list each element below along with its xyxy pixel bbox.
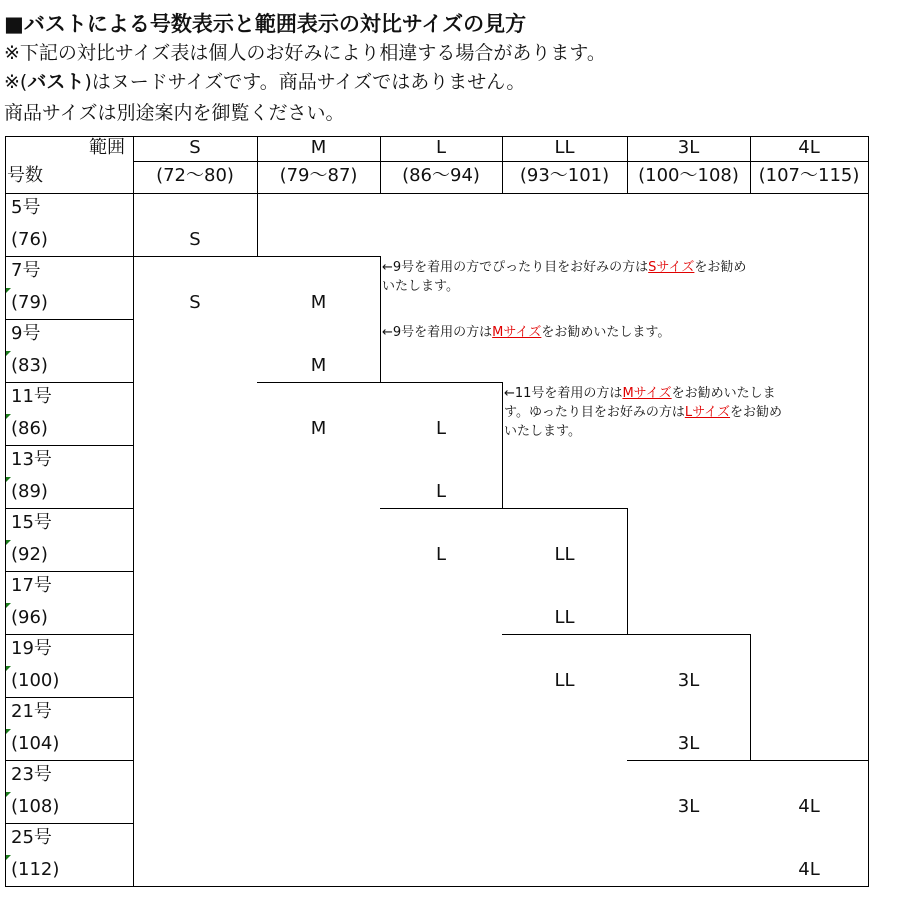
- size-number: 15号: [11, 512, 52, 533]
- bust-measurement: (89): [11, 481, 48, 502]
- size-range-box-edge: [627, 508, 628, 635]
- size-number: 23号: [11, 764, 52, 785]
- note-bold-bust: バスト: [27, 71, 85, 93]
- recommended-size-cell: M: [310, 418, 327, 439]
- cell-comment-marker-icon: [6, 792, 11, 797]
- recommended-size-cell: L: [435, 481, 447, 502]
- size-range-box-edge: [502, 508, 628, 509]
- row-separator: [5, 571, 134, 572]
- note-disclaimer: ※下記の対比サイズ表は個人のお好みにより相違する場合があります。: [4, 42, 606, 64]
- size-range-box-edge: [627, 760, 751, 761]
- size-number: 13号: [11, 449, 52, 470]
- row-separator: [5, 193, 134, 194]
- note-text: ←11号を着用の方は: [504, 386, 623, 401]
- bust-measurement: (86): [11, 418, 48, 439]
- bust-measurement: (92): [11, 544, 48, 565]
- size-number: 9号: [11, 323, 41, 344]
- note-text: をお勧め: [694, 260, 747, 275]
- note-text: ←9号を着用の方でぴったり目をお好みの方は: [382, 260, 649, 275]
- bust-measurement: (83): [11, 355, 48, 376]
- row-separator: [5, 256, 134, 257]
- row-separator: [5, 445, 134, 446]
- page-heading: ■バストによる号数表示と範囲表示の対比サイズの見方: [4, 11, 527, 36]
- recommendation-note: [382, 258, 877, 296]
- table-bottom-border: [5, 886, 869, 887]
- note-prefix: ※(: [4, 71, 28, 93]
- note-text: をお勧めいたしま: [671, 386, 776, 401]
- range-values-LL: (93〜101): [519, 165, 610, 186]
- cell-comment-marker-icon: [6, 477, 11, 482]
- size-range-box-edge: [380, 256, 381, 383]
- bust-measurement: (96): [11, 607, 48, 628]
- cell-comment-marker-icon: [6, 729, 11, 734]
- size-range-box-edge: [380, 382, 503, 383]
- size-range-box-edge: [257, 193, 258, 257]
- recommended-size-cell: LL: [554, 670, 575, 691]
- size-range-box-edge: [257, 382, 381, 383]
- cell-comment-marker-icon: [6, 540, 11, 545]
- size-link-text: Mサイズ: [622, 386, 672, 401]
- row-separator: [5, 760, 134, 761]
- note-text: す。ゆったり目をお好みの方は: [504, 405, 685, 420]
- size-number: 5号: [11, 197, 41, 218]
- size-link-text: Lサイズ: [684, 405, 731, 420]
- recommended-size-cell: M: [310, 355, 327, 376]
- size-range-box-edge: [502, 382, 503, 509]
- row-separator: [5, 823, 134, 824]
- row-separator: [5, 634, 134, 635]
- note-rest: )はヌードサイズです。商品サイズではありません。: [84, 71, 526, 93]
- size-range-box-edge: [750, 760, 869, 761]
- row-separator: [5, 319, 134, 320]
- cell-comment-marker-icon: [6, 414, 11, 419]
- range-values-L: (86〜94): [402, 165, 480, 186]
- size-range-box-edge: [750, 634, 751, 761]
- cell-comment-marker-icon: [6, 666, 11, 671]
- bust-measurement: (112): [11, 859, 60, 880]
- table-left-border: [5, 136, 6, 887]
- note-text: いたします。: [504, 424, 581, 439]
- range-header-LL: LL: [554, 137, 575, 158]
- header-mid-border: [133, 161, 869, 162]
- size-number: 25号: [11, 827, 52, 848]
- recommended-size-cell: LL: [554, 607, 575, 628]
- bust-measurement: (108): [11, 796, 60, 817]
- recommendation-note: [504, 384, 872, 441]
- row-separator: [5, 508, 134, 509]
- range-values-S: (72〜80): [156, 165, 234, 186]
- recommended-size-cell: 3L: [677, 733, 700, 754]
- range-header-S: S: [189, 137, 201, 158]
- size-range-box-edge: [502, 634, 628, 635]
- note-text: いたします。: [382, 279, 459, 294]
- recommended-size-cell: 3L: [677, 670, 700, 691]
- size-number: 17号: [11, 575, 52, 596]
- note-text: をお勧めいたします。: [541, 325, 671, 340]
- size-range-box-edge: [868, 760, 869, 887]
- recommended-size-cell: 4L: [798, 859, 820, 880]
- size-range-box-edge: [750, 886, 869, 887]
- range-header-L: L: [435, 137, 447, 158]
- recommended-size-cell: S: [189, 292, 201, 313]
- size-range-box-edge: [627, 634, 751, 635]
- recommended-size-cell: S: [189, 229, 201, 250]
- note-product-size: 商品サイズは別途案内を御覧ください。: [4, 102, 345, 124]
- cell-comment-marker-icon: [6, 288, 11, 293]
- size-number: 11号: [11, 386, 52, 407]
- recommended-size-cell: L: [435, 418, 447, 439]
- recommended-size-cell: L: [435, 544, 447, 565]
- range-values-M: (79〜87): [279, 165, 358, 186]
- size-number: 21号: [11, 701, 52, 722]
- size-range-box-edge: [133, 256, 258, 257]
- row-separator: [5, 697, 134, 698]
- bust-measurement: (100): [11, 670, 60, 691]
- recommendation-note: [382, 323, 862, 342]
- size-number: 7号: [11, 260, 41, 281]
- size-link-text: Sサイズ: [648, 260, 695, 275]
- range-header-4L: 4L: [798, 137, 820, 158]
- bust-measurement: (104): [11, 733, 60, 754]
- cell-comment-marker-icon: [6, 603, 11, 608]
- bust-measurement: (76): [11, 229, 48, 250]
- cell-comment-marker-icon: [6, 855, 11, 860]
- corner-range-label: 範囲: [89, 137, 125, 158]
- size-number: 19号: [11, 638, 52, 659]
- size-range-box-edge: [133, 193, 258, 194]
- size-link-text: Mサイズ: [492, 325, 542, 340]
- range-header-3L: 3L: [677, 137, 700, 158]
- corner-size-label: 号数: [7, 165, 43, 186]
- range-values-4L: (107〜115): [758, 165, 860, 186]
- range-header-M: M: [310, 137, 327, 158]
- recommended-size-cell: 4L: [798, 796, 820, 817]
- bust-measurement: (79): [11, 292, 48, 313]
- size-range-box-edge: [380, 508, 503, 509]
- recommended-size-cell: 3L: [677, 796, 700, 817]
- size-range-box-edge: [257, 256, 381, 257]
- note-text: ←9号を着用の方は: [382, 325, 493, 340]
- row-separator: [5, 382, 134, 383]
- cell-comment-marker-icon: [6, 351, 11, 356]
- range-values-3L: (100〜108): [638, 165, 739, 186]
- recommended-size-cell: M: [310, 292, 327, 313]
- recommended-size-cell: LL: [554, 544, 575, 565]
- note-text: をお勧め: [730, 405, 783, 420]
